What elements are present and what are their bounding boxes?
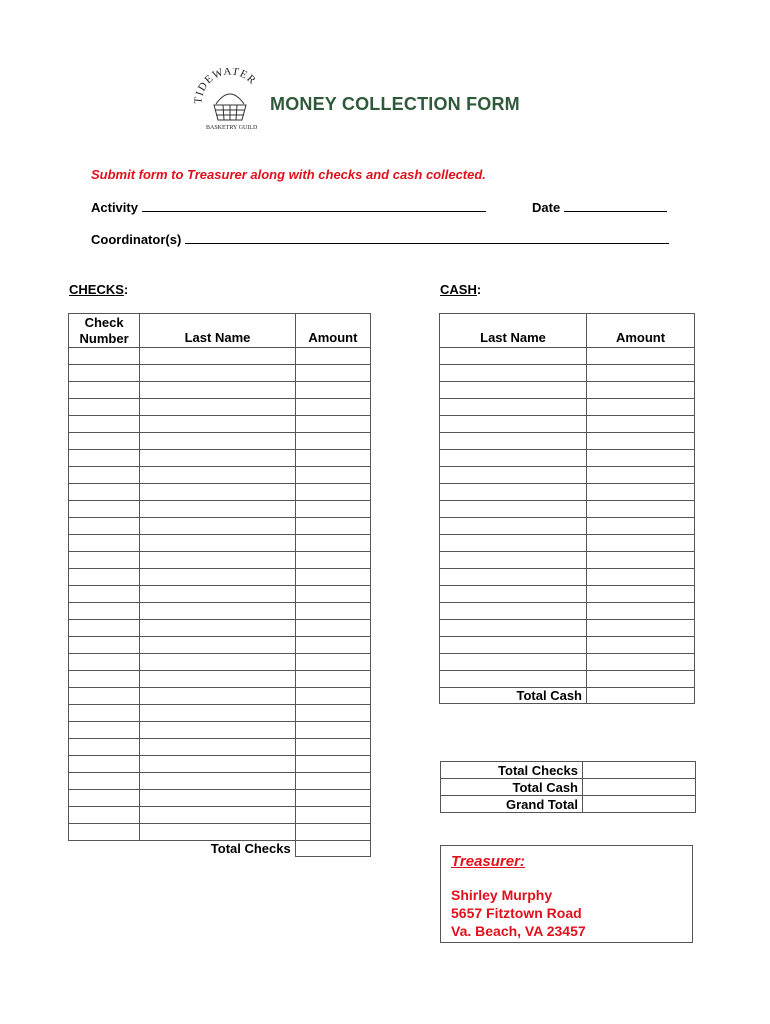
total-checks-label: Total Checks [140,841,296,857]
cash-last-name-cell[interactable] [440,467,587,484]
cash-last-name-cell[interactable] [440,484,587,501]
check-amount-cell[interactable] [295,365,370,382]
check-number-cell[interactable] [69,399,140,416]
coordinators-input[interactable] [185,232,669,244]
check-last-name-cell[interactable] [140,348,296,365]
cash-amount-cell[interactable] [587,501,695,518]
check-last-name-cell[interactable] [140,552,296,569]
cash-last-name-header: Last Name [440,314,587,348]
cash-table-row [440,586,695,603]
checks-table-row [69,450,371,467]
check-last-name-cell[interactable] [140,620,296,637]
checks-table-row [69,467,371,484]
cash-last-name-cell[interactable] [440,671,587,688]
check-amount-cell[interactable] [295,484,370,501]
cash-table-row [440,535,695,552]
check-number-cell[interactable] [69,671,140,688]
cash-table-row [440,416,695,433]
summary-label: Total Checks [441,762,583,779]
cash-last-name-cell[interactable] [440,416,587,433]
summary-row [441,762,696,779]
date-input[interactable] [564,200,667,212]
checks-table-row [69,620,371,637]
logo-arc-text: TIDEWATER [192,68,259,105]
check-last-name-cell[interactable] [140,467,296,484]
cash-table-row [440,637,695,654]
cash-total-row [440,688,695,704]
cash-last-name-cell[interactable] [440,348,587,365]
check-number-cell[interactable] [69,552,140,569]
check-number-cell[interactable] [69,382,140,399]
check-last-name-cell[interactable] [140,535,296,552]
checks-table-row [69,773,371,790]
cash-amount-header: Amount [587,314,695,348]
check-number-cell[interactable] [69,433,140,450]
checks-header-row [69,314,371,348]
check-number-cell[interactable] [69,688,140,705]
check-amount-cell[interactable] [295,586,370,603]
cash-amount-cell[interactable] [587,654,695,671]
check-last-name-cell[interactable] [140,399,296,416]
date-label: Date [532,200,561,215]
check-amount-cell[interactable] [295,467,370,484]
check-amount-cell[interactable] [295,773,370,790]
check-amount-cell[interactable] [295,790,370,807]
check-last-name-cell[interactable] [140,671,296,688]
check-amount-cell[interactable] [295,416,370,433]
cash-last-name-cell[interactable] [440,603,587,620]
cash-amount-cell[interactable] [587,382,695,399]
cash-amount-cell[interactable] [587,671,695,688]
check-number-cell[interactable] [69,603,140,620]
cash-last-name-cell[interactable] [440,450,587,467]
cash-amount-cell[interactable] [587,365,695,382]
cash-table-row [440,450,695,467]
check-last-name-cell[interactable] [140,756,296,773]
cash-table-row [440,671,695,688]
checks-table-row [69,688,371,705]
cash-amount-cell[interactable] [587,416,695,433]
treasurer-name: Shirley Murphy [451,887,553,903]
total-checks-cell[interactable] [295,841,370,857]
instruction-text: Submit form to Treasurer along with checks and cash collected. [91,167,486,182]
checks-table-row [69,756,371,773]
check-last-name-cell[interactable] [140,365,296,382]
checks-table-row [69,637,371,654]
total-cash-label: Total Cash [440,688,587,704]
check-amount-cell[interactable] [295,518,370,535]
checks-table-row [69,484,371,501]
summary-row [441,796,696,813]
treasurer-city: Va. Beach, VA 23457 [451,923,586,939]
cash-table-row [440,433,695,450]
checks-table-row [69,569,371,586]
check-last-name-cell[interactable] [140,790,296,807]
cash-last-name-cell[interactable] [440,365,587,382]
cash-table-row [440,348,695,365]
check-last-name-cell[interactable] [140,569,296,586]
check-last-name-cell[interactable] [140,688,296,705]
check-number-cell[interactable] [69,705,140,722]
check-amount-cell[interactable] [295,807,370,824]
summary-label: Grand Total [441,796,583,813]
checks-table-row [69,671,371,688]
cash-last-name-cell[interactable] [440,654,587,671]
check-last-name-cell[interactable] [140,450,296,467]
cash-table-row [440,620,695,637]
check-number-cell[interactable] [69,756,140,773]
treasurer-box [440,845,693,943]
cash-table-row [440,467,695,484]
cash-table-row [440,484,695,501]
checks-table-row [69,501,371,518]
check-number-cell[interactable] [69,365,140,382]
cash-amount-cell[interactable] [587,450,695,467]
cash-last-name-cell[interactable] [440,518,587,535]
cash-last-name-cell[interactable] [440,433,587,450]
summary-value-cell[interactable] [583,779,696,796]
checks-table-row [69,348,371,365]
check-last-name-cell[interactable] [140,807,296,824]
summary-row [441,779,696,796]
check-number-cell[interactable] [69,637,140,654]
cash-amount-cell[interactable] [587,518,695,535]
check-amount-cell[interactable] [295,348,370,365]
cash-amount-cell[interactable] [587,637,695,654]
cash-amount-cell[interactable] [587,484,695,501]
cash-table-row [440,552,695,569]
check-number-cell[interactable] [69,348,140,365]
check-last-name-cell[interactable] [140,739,296,756]
activity-input[interactable] [142,200,486,212]
check-number-cell[interactable] [69,807,140,824]
check-amount-cell[interactable] [295,722,370,739]
cash-amount-cell[interactable] [587,433,695,450]
cash-table-row [440,654,695,671]
check-last-name-cell[interactable] [140,824,296,841]
cash-last-name-cell[interactable] [440,399,587,416]
logo-sub-text: BASKETRY GUILD [206,125,258,131]
checks-table-row [69,790,371,807]
check-number-cell[interactable] [69,773,140,790]
check-last-name-cell[interactable] [140,722,296,739]
check-number-cell[interactable] [69,586,140,603]
check-amount-cell[interactable] [295,824,370,841]
check-last-name-cell[interactable] [140,433,296,450]
cash-last-name-cell[interactable] [440,620,587,637]
check-amount-cell[interactable] [295,620,370,637]
check-last-name-cell[interactable] [140,603,296,620]
check-amount-cell[interactable] [295,552,370,569]
checks-table-row [69,705,371,722]
check-amount-cell[interactable] [295,382,370,399]
check-number-cell[interactable] [69,518,140,535]
summary-table [440,761,696,813]
checks-last-name-header: Last Name [140,314,296,348]
checks-table-row [69,552,371,569]
check-amount-cell[interactable] [295,399,370,416]
check-amount-cell[interactable] [295,671,370,688]
check-number-cell[interactable] [69,450,140,467]
treasurer-street: 5657 Fitztown Road [451,905,582,921]
checks-table-row [69,586,371,603]
cash-table [439,313,695,704]
checks-table-row [69,603,371,620]
checks-table [68,313,371,857]
checks-table-row [69,739,371,756]
cash-amount-cell[interactable] [587,535,695,552]
cash-amount-cell[interactable] [587,620,695,637]
checks-table-row [69,824,371,841]
cash-table-row [440,399,695,416]
summary-label: Total Cash [441,779,583,796]
checks-section-label: CHECKS: [69,282,129,297]
check-amount-cell[interactable] [295,603,370,620]
check-last-name-cell[interactable] [140,773,296,790]
checks-table-row [69,399,371,416]
checks-table-row [69,722,371,739]
check-number-header: Check Number [69,314,140,348]
check-last-name-cell[interactable] [140,586,296,603]
cash-table-row [440,501,695,518]
cash-table-row [440,518,695,535]
cash-amount-cell[interactable] [587,399,695,416]
check-last-name-cell[interactable] [140,654,296,671]
checks-table-row [69,433,371,450]
cash-last-name-cell[interactable] [440,552,587,569]
check-amount-cell[interactable] [295,705,370,722]
check-last-name-cell[interactable] [140,518,296,535]
cash-amount-cell[interactable] [587,569,695,586]
check-amount-cell[interactable] [295,756,370,773]
check-amount-cell[interactable] [295,433,370,450]
check-last-name-cell[interactable] [140,484,296,501]
cash-last-name-cell[interactable] [440,501,587,518]
check-number-cell[interactable] [69,501,140,518]
activity-label: Activity [91,200,138,215]
checks-table-row [69,654,371,671]
check-number-cell[interactable] [69,484,140,501]
checks-total-row [69,841,371,857]
cash-amount-cell[interactable] [587,586,695,603]
summary-value-cell[interactable] [583,796,696,813]
checks-amount-header: Amount [295,314,370,348]
checks-table-row [69,382,371,399]
check-last-name-cell[interactable] [140,416,296,433]
cash-amount-cell[interactable] [587,348,695,365]
checks-table-row [69,416,371,433]
cash-header-row [440,314,695,348]
checks-table-row [69,518,371,535]
check-number-cell[interactable] [69,416,140,433]
activity-field [91,200,486,215]
date-field [532,200,667,215]
total-cash-cell[interactable] [587,688,695,704]
check-number-cell[interactable] [69,467,140,484]
check-last-name-cell[interactable] [140,637,296,654]
check-amount-cell[interactable] [295,535,370,552]
check-number-cell[interactable] [69,739,140,756]
cash-amount-cell[interactable] [587,603,695,620]
treasurer-label: Treasurer: [451,853,525,870]
svg-text:TIDEWATER [192,68,258,104]
cash-table-row [440,603,695,620]
check-last-name-cell[interactable] [140,382,296,399]
cash-last-name-cell[interactable] [440,382,587,399]
check-number-cell[interactable] [69,722,140,739]
check-amount-cell[interactable] [295,450,370,467]
checks-table-row [69,535,371,552]
summary-value-cell[interactable] [583,762,696,779]
check-last-name-cell[interactable] [140,501,296,518]
check-amount-cell[interactable] [295,569,370,586]
cash-last-name-cell[interactable] [440,586,587,603]
check-number-cell[interactable] [69,620,140,637]
guild-logo [190,68,268,134]
check-number-cell[interactable] [69,824,140,841]
cash-amount-cell[interactable] [587,467,695,484]
check-amount-cell[interactable] [295,654,370,671]
cash-table-row [440,569,695,586]
check-amount-cell[interactable] [295,739,370,756]
cash-last-name-cell[interactable] [440,535,587,552]
cash-last-name-cell[interactable] [440,569,587,586]
check-number-cell[interactable] [69,535,140,552]
check-amount-cell[interactable] [295,688,370,705]
check-number-cell[interactable] [69,569,140,586]
cash-table-row [440,382,695,399]
check-amount-cell[interactable] [295,637,370,654]
checks-table-row [69,365,371,382]
cash-table-row [440,365,695,382]
check-last-name-cell[interactable] [140,705,296,722]
cash-section-label: CASH: [440,282,482,297]
cash-amount-cell[interactable] [587,552,695,569]
coordinators-label: Coordinator(s) [91,232,182,247]
check-number-cell[interactable] [69,790,140,807]
check-number-cell[interactable] [69,654,140,671]
cash-last-name-cell[interactable] [440,637,587,654]
form-title: MONEY COLLECTION FORM [270,94,520,114]
coordinators-field [91,232,669,247]
checks-table-row [69,807,371,824]
check-amount-cell[interactable] [295,501,370,518]
